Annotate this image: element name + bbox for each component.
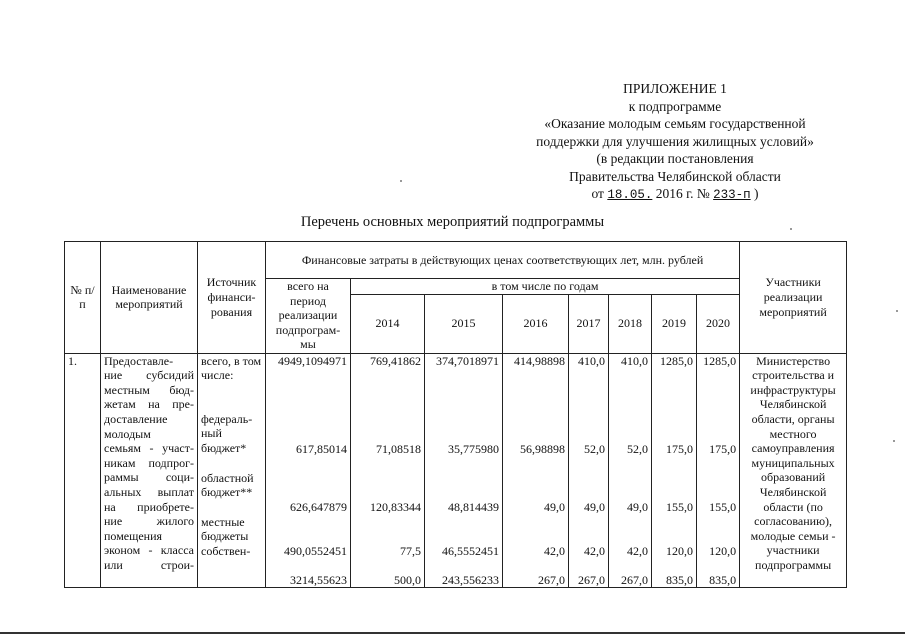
total-value: 626,647879 (290, 499, 347, 514)
total-value: 4949,1094971 (278, 353, 347, 368)
year-values (351, 353, 425, 588)
year-value: 410,0 (621, 353, 648, 368)
col-by-years-header: в том числе по годам (351, 279, 740, 295)
header-row (65, 242, 847, 279)
funding-source: областной бюджет** (201, 470, 254, 500)
col-name-header: Наименование мероприятий (101, 242, 198, 354)
year-value: 35,775980 (448, 441, 499, 456)
col-total-header: всего на период реализации подпрограм-мы (266, 279, 351, 354)
total-value: 490,0552451 (284, 543, 347, 558)
funding-sources (198, 353, 266, 588)
name-line: местным бюд- (104, 382, 194, 397)
year-value: 175,0 (709, 441, 737, 456)
year-value: 56,98898 (520, 441, 565, 456)
year-value: 414,98898 (514, 353, 565, 368)
year-value: 120,0 (709, 543, 737, 558)
year-value: 46,5552451 (442, 543, 499, 558)
year-value: 52,0 (584, 441, 605, 456)
document-title: Перечень основных мероприятий подпрограммы (300, 214, 605, 230)
year-header: 2020 (697, 294, 740, 353)
year-value: 42,0 (584, 543, 605, 558)
year-header: 2017 (569, 294, 609, 353)
year-value: 71,08518 (376, 441, 421, 456)
year-value: 42,0 (627, 543, 648, 558)
subprogram-name-line1: «Оказание молодым семьям государственной (544, 116, 806, 131)
funding-source: собствен- (201, 543, 251, 558)
year-value: 120,0 (666, 543, 693, 558)
funding-source: местные бюджеты (201, 514, 249, 544)
name-line: ние жилого (104, 514, 194, 529)
name-line: на приобрете- (104, 499, 194, 514)
total-value: 3214,55623 (290, 572, 347, 587)
year-value: 267,0 (538, 572, 565, 587)
measure-name (101, 353, 198, 588)
scan-speck (790, 228, 792, 230)
year-value: 42,0 (544, 543, 565, 558)
resolution-year: 2016 г. № (655, 186, 710, 201)
name-line: помещения (104, 528, 163, 543)
from-label: от (591, 186, 604, 201)
name-line: молодым (104, 426, 151, 441)
edition-line1: (в редакции постановления (596, 151, 754, 166)
name-line: альных выплат (104, 484, 194, 499)
name-line: ние субсидий (104, 368, 194, 383)
name-line: никам подпрог- (104, 455, 194, 470)
scan-speck (896, 310, 898, 312)
resolution-line (500, 185, 850, 205)
appendix-header (500, 80, 850, 205)
col-num-header: № п/п (65, 242, 101, 354)
year-values (652, 353, 697, 588)
name-line: Предоставле- (104, 353, 174, 368)
col-participants-header: Участники реализации мероприятий (740, 242, 847, 354)
name-line: жетам на пре- (104, 397, 194, 412)
year-value: 77,5 (400, 543, 421, 558)
name-line: раммы соци- (104, 470, 194, 485)
year-value: 49,0 (544, 499, 565, 514)
appendix-label: ПРИЛОЖЕНИЕ 1 (623, 81, 727, 96)
page-bottom-edge (0, 632, 905, 634)
year-value: 49,0 (584, 499, 605, 514)
year-header: 2015 (425, 294, 503, 353)
edition-line2: Правительства Челябинской области (569, 168, 781, 184)
funding-source: всего, в том числе: (201, 353, 262, 383)
table-row (65, 353, 847, 588)
year-values (569, 353, 609, 588)
year-value: 155,0 (666, 499, 693, 514)
col-source-header: Источник финанси-рования (198, 242, 266, 354)
subprogram-ref: к подпрограмме (628, 98, 722, 114)
year-value: 410,0 (578, 353, 605, 368)
name-line: или строи- (104, 557, 194, 572)
measures-table (64, 241, 847, 588)
year-value: 49,0 (627, 499, 648, 514)
row-number: 1. (65, 353, 101, 588)
funding-source: федераль-ный бюджет* (201, 411, 253, 455)
year-value: 267,0 (578, 572, 605, 587)
year-values (425, 353, 503, 588)
subprogram-name-line2: поддержки для улучшения жилищных условий» (536, 133, 814, 149)
resolution-date: 18.05. (607, 188, 653, 202)
name-line: эконом - класса (104, 543, 194, 558)
year-header: 2014 (351, 294, 425, 353)
year-value: 155,0 (709, 499, 737, 514)
year-value: 120,83344 (370, 499, 421, 514)
year-value: 52,0 (627, 441, 648, 456)
year-value: 835,0 (666, 572, 693, 587)
year-header: 2019 (652, 294, 697, 353)
close-paren: ) (754, 186, 759, 201)
year-values (697, 353, 740, 588)
participants: Министерство строительства и инфраструктуры Челябинской области, органы местного самоуправления муниципальных образований Челябинской области (по согласованию), молодые семьи - участники подпрограммы (740, 353, 847, 588)
name-line: семьям - участ- (104, 441, 194, 456)
year-header: 2018 (609, 294, 652, 353)
scan-speck (400, 180, 402, 182)
year-value: 267,0 (621, 572, 648, 587)
year-value: 175,0 (666, 441, 693, 456)
year-value: 48,814439 (448, 499, 499, 514)
year-value: 769,41862 (370, 353, 421, 368)
year-header: 2016 (503, 294, 569, 353)
name-line: доставление (104, 411, 168, 426)
year-value: 1285,0 (703, 353, 737, 368)
year-value: 374,7018971 (436, 353, 499, 368)
total-value: 617,85014 (296, 441, 347, 456)
year-value: 243,556233 (442, 572, 499, 587)
resolution-number: 233-п (713, 188, 751, 202)
total-values (266, 353, 351, 588)
year-value: 500,0 (394, 572, 421, 587)
scan-speck (893, 440, 895, 442)
year-value: 835,0 (709, 572, 737, 587)
year-values (609, 353, 652, 588)
col-finance-header: Финансовые затраты в действующих ценах соответствующих лет, млн. рублей (266, 242, 740, 279)
year-values (503, 353, 569, 588)
year-value: 1285,0 (660, 353, 693, 368)
